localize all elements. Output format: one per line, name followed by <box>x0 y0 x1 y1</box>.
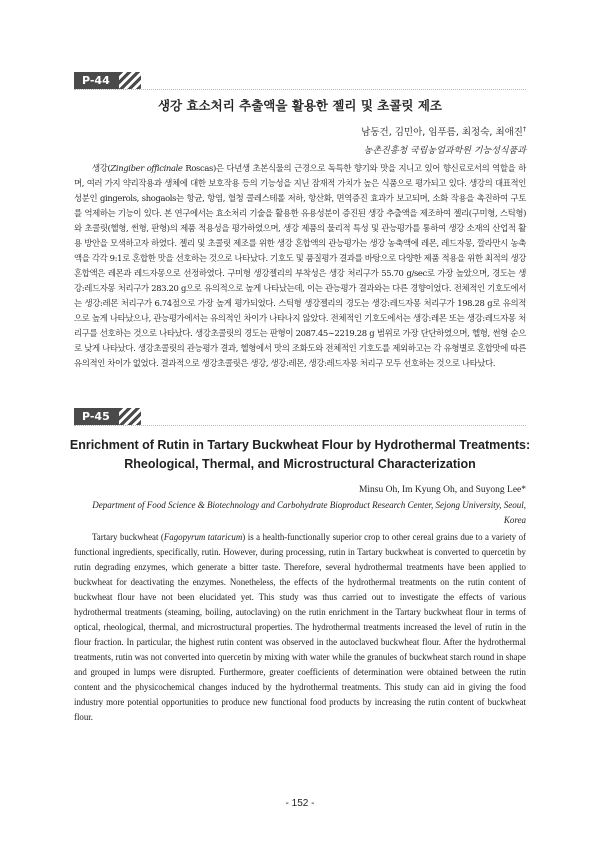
abstract-body <box>74 161 526 371</box>
body-text: Roscas)은 다년생 초본식물의 근경으로 독특한 향기와 맛을 지니고 있어 향신료로서의 역할을 하며, 여러 가지 약리작용과 생체에 대한 보호작용 등의 기능성을 지닌 잠재적 가치가 높은 식품으로 평가되고 있다. 생강의 대표적인 성분인 gingerols, shogaols는 항균, 항염, 혈청 콜레스테롤 저하, 항산화, 면역증진 효과가 보고되며, 소화 작용을 촉진하여 구토를 억제하는 기능이 있다. 본 연구에서는 효소처리 기술을 활용한 유용성분이 증진된 생강 추출액을 제조하여 젤리(구미형, 스틱형)와 초콜릿(헬형, 썬형, 판형)의 제품 적용성을 평가하였으며, 생강 제품의 물리적 특성 및 관능평가를 통하여 생강 소재의 산업적 활용 방안을 모색하고자 하였다. 젤리 및 초콜릿 제조를 위한 생강 혼합액의 관능평가는 생강 농축액에 레몬, 레드자몽, 깔라만시 농축액을 각각 9:1로 혼합한 맛을 선호하는 것으로 나타났다. 기호도 및 품질평가 결과를 바탕으로 다양한 제품 적용을 위한 최적의 생강 혼합액은 레몬과 레드자몽으로 선정하였다. 구미형 생강젤리의 부착성은 생강 처리구가 55.70 g/sec로 가장 높았으며, 경도는 생강:레드자몽 처리구가 283.20 g으로 유의적으로 높게 나타났는데, 이는 관능평가 결과와는 다른 경향이었다. 전체적인 기호도에서는 생강:레몬 처리구가 6.74점으로 가장 높게 평가되었다. 스틱형 생강젤리의 경도는 생강:레드자몽 처리구가 198.28 g로 유의적으로 높게 나타났으나, 관능평가에서는 유의적인 차이가 나타나지 않았다. 전체적인 기호도에서는 생강:레몬 또는 생강:레드자몽 처리구를 선호하는 것으로 나타났다. 생강초콜릿의 경도는 판형이 2087.45∼2219.28 g 범위로 가장 단단하였으며, 헬형, 썬형 순으로 낮게 나타났다. 생강초콜릿의 관능평가 결과, 헬형에서 맛의 조화도와 전체적인 기호도를 제외하고는 각 유형별로 혼합맛에 따른 유의적인 차이가 없었다. 결과적으로 생강초콜릿은 생강, 생강:레몬, 생강:레드자몽 처리구 모두 선호하는 것으로 나타났다. <box>74 163 527 368</box>
corresponding-mark: † <box>523 125 526 133</box>
label-divider <box>74 425 526 426</box>
body-text: ) is a health-functionally superior crop to other cereal grains due to a variety of functional ingredients, specifically, rutin. However, during processing, rutin in Tartary buckwheat is converted to quercetin by rutin degrading enzymes, which generate a bitter taste. Therefore, several hydrothermal treatments have been applied to buckwheat for deactivating the enzymes. Nonetheless, the effects of the hydrothermal treatments on the rutin content of buckwheat flour have not been elucidated yet. This study was thus carried out to investigate the effects of various hydrothermal treatments (steaming, boiling, autoclaving) on the rutin enrichment in the Tartary buckwheat flour in terms of optical, rheological, thermal, and microstructural properties. The hydrothermal treatments increased the level of rutin in the flour fraction. In particular, the highest rutin content was observed in the autoclaved buckwheat flour. After the hydrothermal treatments, rutin was not converted into quercetin by mixing with water while the granules of buckwheat starch round in shape and grouped in lumps were disrupted. Furthermore, greater coefficients of determination were obtained between the rutin content and the physicochemical changes induced by the hydrothermal treatments. This study can aid in giving the food industry more potential opportunities to produce new functional food products by increasing the rutin content of buckwheat flour. <box>74 532 526 722</box>
author-list: Minsu Oh, Im Kyung Oh, and Suyong Lee* <box>358 485 526 495</box>
body-start: Tartary buckwheat ( <box>92 532 164 542</box>
page-number: - 152 - <box>285 798 315 809</box>
species-name: Fagopyrum tataricum <box>163 532 243 542</box>
abstract-title: 생강 효소처리 추출액을 활용한 젤리 및 초콜릿 제조 <box>157 98 443 113</box>
author-list <box>361 124 526 138</box>
label-stripes <box>119 408 141 425</box>
species-name: Zingiber officinale <box>110 163 183 173</box>
abstract-title <box>60 436 540 474</box>
label-divider <box>74 89 526 90</box>
authors-text: 남동건, 김민아, 임푸름, 최정숙, 최애진 <box>361 127 523 138</box>
abstract-body <box>74 530 526 725</box>
title-line-2: Rheological, Thermal, and Microstructural Characterization <box>124 457 476 471</box>
abstract-label: P-45 <box>74 408 119 425</box>
affiliation: Department of Food Science & Biotechnology and Carbohydrate Bioproduct Research Center, Sejong University, Seoul, Korea <box>92 500 526 525</box>
abstract-label-badge <box>74 408 141 425</box>
abstract-label: P-44 <box>74 72 119 89</box>
body-start: 생강( <box>92 163 111 173</box>
abstract-label-badge <box>74 72 141 89</box>
affiliation: 농촌진흥청 국립농업과학원 기능성식품과 <box>363 146 526 156</box>
label-stripes <box>119 72 141 89</box>
title-line-1: Enrichment of Rutin in Tartary Buckwheat Flour by Hydrothermal Treatments: <box>69 438 531 452</box>
